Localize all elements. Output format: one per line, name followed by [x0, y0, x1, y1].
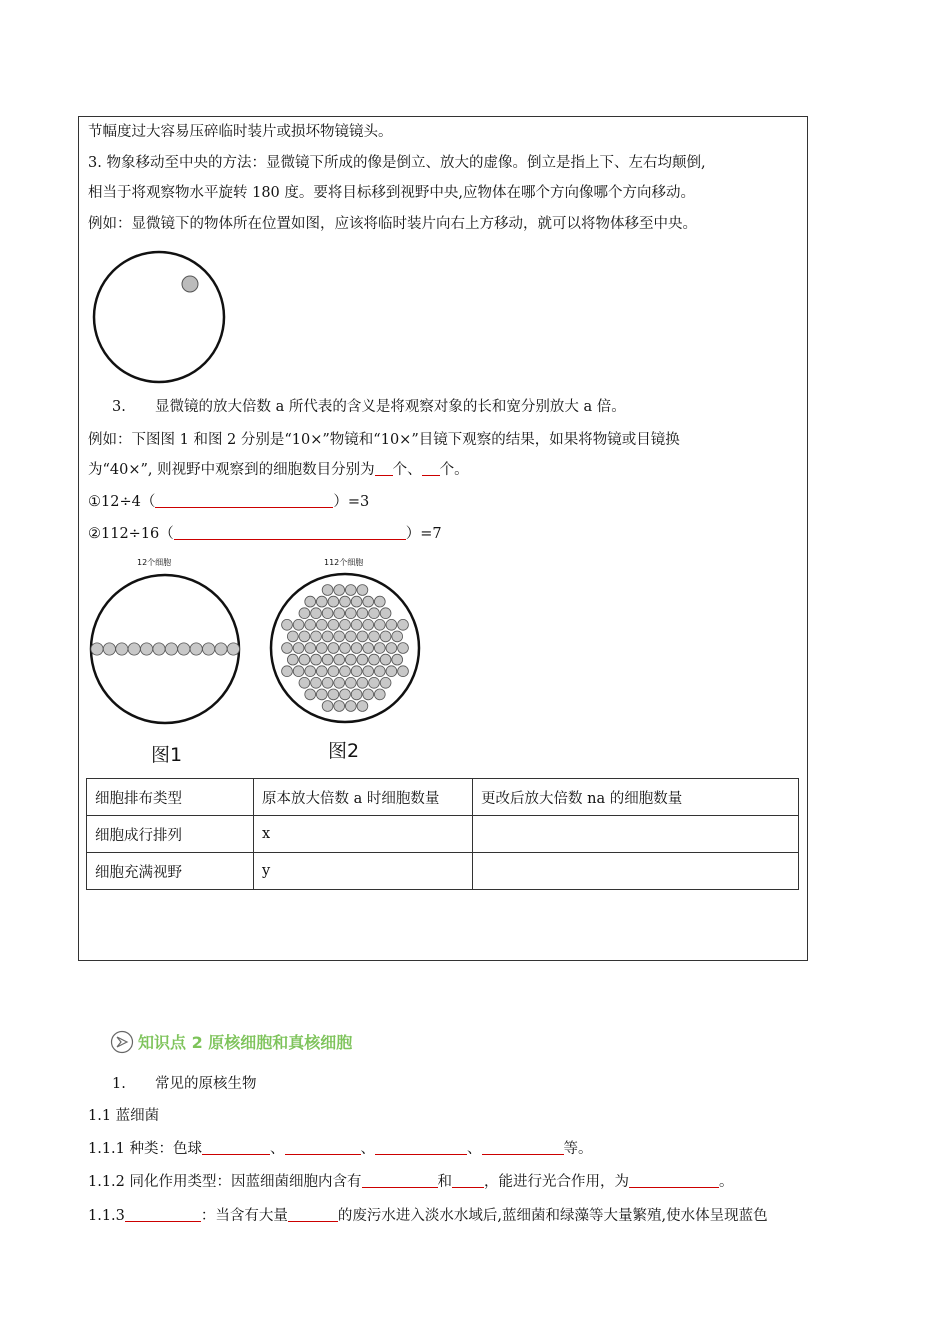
fig2-cell [299, 608, 310, 619]
fig2-cells [282, 585, 409, 712]
text-line: 显微镜的放大倍数 a 所代表的含义是将观察对象的长和宽分别放大 a 倍。 [155, 399, 626, 415]
fig2-cell [351, 666, 362, 677]
fig2-label: 图2 [328, 740, 360, 762]
text-span: 等。 [563, 1141, 593, 1157]
fig2-cell [322, 608, 333, 619]
fig2-cell [322, 631, 333, 642]
fig2-cell [334, 631, 345, 642]
fig1-cell [141, 643, 153, 655]
fig2-cell [311, 631, 322, 642]
table-cell: 细胞成行排列 [87, 816, 254, 853]
fig2-cell [380, 677, 391, 688]
text-span: 、 [467, 1141, 482, 1157]
fig2-cell [357, 677, 368, 688]
fig2-cell [328, 666, 339, 677]
text-line: 例如：下图图 1 和图 2 分别是“10×”物镜和“10×”目镜下观察的结果，如果将物镜或目镜换 [88, 432, 680, 448]
table-cell: 细胞充满视野 [87, 853, 254, 890]
text-span: 。 [719, 1174, 734, 1190]
fig2-cell [287, 631, 298, 642]
fig2-cell [351, 689, 362, 700]
fig2-cell [282, 666, 293, 677]
fig2-cell [363, 619, 374, 630]
text-span: 、 [360, 1141, 376, 1157]
field-of-view-circle [94, 252, 224, 382]
fig2-cell [340, 689, 351, 700]
table-cell[interactable] [473, 853, 799, 890]
text-span: 1.1.1 种类：色球 [88, 1141, 203, 1157]
fig2-cell [328, 596, 339, 607]
fig2-cell [369, 608, 380, 619]
fig2-cell [392, 631, 403, 642]
fig2-cell [316, 643, 327, 654]
fig2-cell [374, 643, 385, 654]
fig2-cell [334, 701, 345, 712]
fig2-cell [398, 643, 409, 654]
fig2-cell [299, 677, 310, 688]
fig2-cell [334, 654, 345, 665]
fig2-cell [305, 619, 316, 630]
formula-line [88, 525, 442, 543]
fig2-cell [345, 701, 356, 712]
text-line: 相当于将观察物水平旋转 180 度。要将目标移到视野中央,应物体在哪个方向像哪个方向移动。 [88, 185, 695, 201]
fig2-cell [380, 631, 391, 642]
text-span: ，能进行光合作用，为 [484, 1174, 630, 1190]
fig2-cell [351, 596, 362, 607]
text-span: 、 [270, 1141, 285, 1157]
text-span: 和 [437, 1174, 453, 1190]
table-cell: x [254, 816, 473, 853]
fig2-cell [398, 619, 409, 630]
fig2-cell [340, 596, 351, 607]
answer-blank[interactable] [482, 1140, 564, 1155]
fig2-diagram [268, 572, 426, 724]
fig2-cell [357, 654, 368, 665]
fig1-cell [91, 643, 103, 655]
answer-blank[interactable] [452, 1173, 484, 1188]
fig2-cell [374, 596, 385, 607]
item-number: 3. [112, 399, 126, 415]
fig2-cell [316, 666, 327, 677]
fig2-cell [311, 608, 322, 619]
fig2-cell [311, 677, 322, 688]
fig2-cell [322, 677, 333, 688]
fig2-cell [345, 585, 356, 596]
fig2-cell [351, 619, 362, 630]
answer-blank[interactable] [125, 1207, 201, 1222]
text-span: ：当含有大量 [200, 1208, 288, 1224]
fig2-cell [287, 654, 298, 665]
arrow-circle-icon [110, 1030, 134, 1054]
fig2-cell [386, 619, 397, 630]
fig1-cell [178, 643, 190, 655]
fig1-cell [153, 643, 165, 655]
fig2-cell [374, 689, 385, 700]
item-number: 1. [112, 1076, 126, 1092]
fig1-cell [116, 643, 128, 655]
answer-blank[interactable] [174, 525, 406, 540]
fig2-cell [293, 666, 304, 677]
fig2-cell [328, 643, 339, 654]
cell-count-table [86, 778, 799, 890]
fig1-diagram [86, 572, 246, 732]
fig1-cell [227, 643, 239, 655]
table-cell[interactable] [473, 816, 799, 853]
fig1-cell [128, 643, 140, 655]
table-header-row [87, 779, 799, 816]
section-heading-text: 知识点 2 原核细胞和真核细胞 [138, 1033, 353, 1052]
fig2-cell [299, 631, 310, 642]
text-line: 常见的原核生物 [155, 1076, 257, 1092]
fill-line [88, 1173, 734, 1191]
text-span: ①12÷4（ [88, 494, 156, 510]
fig2-cell [334, 677, 345, 688]
fig1-count-label: 12个细胞 [137, 558, 172, 567]
answer-blank[interactable] [375, 1140, 467, 1155]
fig2-cell [293, 643, 304, 654]
fig2-cell [392, 654, 403, 665]
fig2-cell [357, 701, 368, 712]
fig1-cell [203, 643, 215, 655]
answer-blank[interactable] [288, 1207, 338, 1222]
text-line: 节幅度过大容易压碎临时装片或损坏物镜镜头。 [88, 124, 393, 140]
fig2-cell [374, 619, 385, 630]
text-span: 个。 [439, 462, 469, 478]
fig1-cells [91, 643, 240, 655]
fig2-cell [363, 689, 374, 700]
fig2-cell [340, 619, 351, 630]
formula-line [88, 493, 369, 511]
table-cell: y [254, 853, 473, 890]
fig2-cell [305, 666, 316, 677]
text-span: 1.1.3 [88, 1208, 125, 1224]
fig2-cell [334, 585, 345, 596]
fig2-cell [322, 701, 333, 712]
text-span: 为“40×”, 则视野中观察到的细胞数目分别为 [88, 462, 375, 478]
text-span: 的废污水进入淡水水域后,蓝细菌和绿藻等大量繁殖,使水体呈现蓝色 [337, 1208, 768, 1224]
fig2-cell [374, 666, 385, 677]
text-span: ②112÷16（ [88, 526, 174, 542]
fig2-cell [345, 654, 356, 665]
fig1-cell [190, 643, 202, 655]
fig2-cell [328, 619, 339, 630]
table-row [87, 853, 799, 890]
fig2-cell [305, 643, 316, 654]
fig1-cell [165, 643, 177, 655]
fig2-cell [380, 654, 391, 665]
answer-blank[interactable] [202, 1140, 270, 1155]
fig2-cell [386, 666, 397, 677]
fig2-cell [363, 666, 374, 677]
fig2-cell [282, 619, 293, 630]
fig1-cell [103, 643, 115, 655]
answer-blank[interactable] [285, 1140, 361, 1155]
text-span: ）=3 [333, 494, 370, 510]
answer-blank[interactable] [155, 493, 333, 508]
table-header-cell: 原本放大倍数 a 时细胞数量 [254, 779, 473, 816]
fig2-cell [363, 596, 374, 607]
text-line: 3. 物象移动至中央的方法：显微镜下所成的像是倒立、放大的虚像。倒立是指上下、左右均颠倒, [88, 155, 706, 171]
answer-blank[interactable] [629, 1173, 719, 1188]
fig2-cell [282, 643, 293, 654]
fig2-cell [328, 689, 339, 700]
fig2-cell [351, 643, 362, 654]
fig2-cell [299, 654, 310, 665]
fig2-cell [380, 608, 391, 619]
fig2-cell [322, 585, 333, 596]
text-line [88, 461, 469, 479]
fig1-label: 图1 [151, 744, 183, 766]
fig2-cell [345, 677, 356, 688]
fig2-cell [398, 666, 409, 677]
text-span: ）=7 [405, 526, 442, 542]
fig2-count-label: 112个细胞 [324, 558, 364, 567]
fig2-cell [369, 654, 380, 665]
fill-line [88, 1207, 768, 1225]
fig2-cell [357, 608, 368, 619]
text-span: 个、 [392, 462, 422, 478]
table-header-cell: 更改后放大倍数 na 的细胞数量 [473, 779, 799, 816]
text-line: 1.1 蓝细菌 [88, 1108, 160, 1124]
microscope-field-diagram [88, 246, 230, 388]
fig2-cell [345, 608, 356, 619]
answer-blank[interactable] [375, 461, 393, 476]
section-heading [110, 1030, 352, 1054]
text-span: 1.1.2 同化作用类型：因蓝细菌细胞内含有 [88, 1174, 362, 1190]
fill-line [88, 1140, 593, 1158]
fig2-cell [293, 619, 304, 630]
fig1-cell [215, 643, 227, 655]
answer-blank[interactable] [362, 1173, 438, 1188]
object-dot [182, 276, 198, 292]
fig2-cell [369, 677, 380, 688]
fig2-cell [311, 654, 322, 665]
fig2-cell [316, 619, 327, 630]
fig2-cell [334, 608, 345, 619]
fig2-cell [369, 631, 380, 642]
fig2-cell [305, 689, 316, 700]
fig2-cell [386, 643, 397, 654]
text-line: 例如：显微镜下的物体所在位置如图，应该将临时装片向右上方移动，就可以将物体移至中央。 [88, 216, 697, 232]
answer-blank[interactable] [422, 461, 440, 476]
fig2-cell [316, 689, 327, 700]
fig2-cell [345, 631, 356, 642]
fig2-cell [340, 643, 351, 654]
fig2-cell [357, 585, 368, 596]
table-row [87, 816, 799, 853]
fig2-cell [340, 666, 351, 677]
fig2-cell [305, 596, 316, 607]
table-header-cell: 细胞排布类型 [87, 779, 254, 816]
fig2-cell [322, 654, 333, 665]
fig2-cell [363, 643, 374, 654]
fig2-cell [357, 631, 368, 642]
fig2-cell [316, 596, 327, 607]
